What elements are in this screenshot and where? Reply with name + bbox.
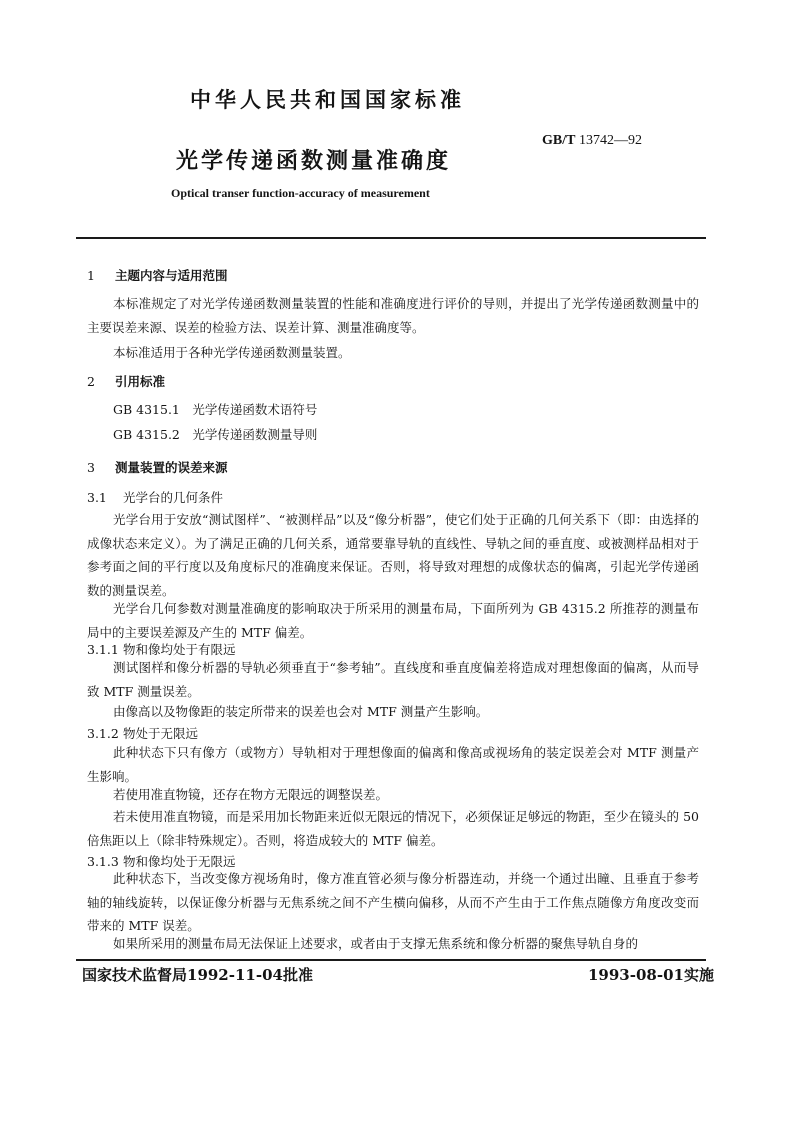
subsection-3-1-title: 光学台的几何条件 — [123, 490, 224, 505]
subsection-3-1-3-paragraph-1: 此种状态下，当改变像方视场角时，像方准直管必须与像分析器连动，并绕一个通过出瞳、且垂直于参考轴的轴线旋转，以保证像分析器与无焦系统之间不产生横向偏移，从而不产生由于工作焦点随像方角度改变而带来的 MTF 误差。 — [87, 871, 699, 933]
section-2-heading — [87, 372, 165, 390]
subsection-3-1-3-title: 物和像均处于无限远 — [123, 854, 236, 869]
subsection-3-1-heading — [87, 488, 223, 506]
footer-divider — [76, 959, 706, 961]
section-3-heading — [87, 458, 228, 476]
national-standard-heading: 中华人民共和国国家标准 — [190, 87, 465, 112]
section-3-number: 3 — [87, 460, 95, 475]
section-1-paragraph-1: 本标准规定了对光学传递函数测量装置的性能和准确度进行评价的导则，并提出了光学传递函数测量中的主要误差来源、误差的检验方法、误差计算、测量准确度等。 — [87, 296, 699, 335]
subsection-3-1-2-number: 3.1.2 — [87, 726, 119, 741]
section-1-heading — [87, 266, 228, 284]
approval-date: 国家技术监督局1992-11-04批准 — [82, 966, 313, 984]
section-1-number: 1 — [87, 268, 95, 283]
document-title-en: Optical transer function-accuracy of measurement — [171, 186, 430, 200]
subsection-3-1-3-number: 3.1.3 — [87, 854, 119, 869]
header-divider — [76, 237, 706, 239]
subsection-3-1-1-title: 物和像均处于有限远 — [123, 642, 236, 657]
document-title-cn: 光学传递函数测量准确度 — [176, 148, 452, 174]
standard-code-number: 13742—92 — [575, 133, 642, 148]
implementation-date: 1993-08-01实施 — [588, 966, 714, 984]
subsection-3-1-1-number: 3.1.1 — [87, 642, 119, 657]
subsection-3-1-1-paragraph-1: 测试图样和像分析器的导轨必须垂直于“参考轴”。直线度和垂直度偏差将造成对理想像面的偏离，从而导致 MTF 测量误差。 — [87, 660, 699, 699]
section-2-title: 引用标准 — [115, 374, 166, 389]
reference-1: GB 4315.1 光学传递函数术语符号 — [113, 402, 318, 417]
subsection-3-1-1-paragraph-2: 由像高以及物像距的装定所带来的误差也会对 MTF 测量产生影响。 — [113, 704, 489, 719]
subsection-3-1-paragraph-1: 光学台用于安放“测试图样”、“被测样品”以及“像分析器”，使它们处于正确的几何关系下（即：由选择的成像状态来定义）。为了满足正确的几何关系，通常要靠导轨的直线性、导轨之间的垂直度、或被测样品相对于参考面之间的平行度以及角度标尺的准确度来保证。否则，将导致对理想的成像状态的偏离，引起光学传递函数的测量误差。 — [87, 512, 699, 598]
standard-code-prefix: GB/T — [542, 133, 576, 148]
section-2-number: 2 — [87, 374, 95, 389]
subsection-3-1-2-paragraph-3: 若未使用准直物镜，而是采用加长物距来近似无限远的情况下，必须保证足够远的物距，至少在镜头的 50 倍焦距以上（除非特殊规定）。否则，将造成较大的 MTF 偏差。 — [87, 809, 699, 848]
subsection-3-1-3-paragraph-2: 如果所采用的测量布局无法保证上述要求，或者由于支撑无焦系统和像分析器的聚焦导轨自身的 — [113, 936, 639, 951]
subsection-3-1-2-title: 物处于无限远 — [123, 726, 199, 741]
subsection-3-1-2-heading — [87, 724, 198, 742]
section-3-title: 测量装置的误差来源 — [115, 460, 228, 475]
subsection-3-1-2-paragraph-1: 此种状态下只有像方（或物方）导轨相对于理想像面的偏离和像高或视场角的装定误差会对 MTF 测量产生影响。 — [87, 745, 699, 784]
subsection-3-1-2-paragraph-2: 若使用准直物镜，还存在物方无限远的调整误差。 — [113, 787, 389, 802]
subsection-3-1-number: 3.1 — [87, 490, 107, 505]
section-1-paragraph-2: 本标准适用于各种光学传递函数测量装置。 — [113, 345, 351, 360]
subsection-3-1-paragraph-2: 光学台几何参数对测量准确度的影响取决于所采用的测量布局，下面所列为 GB 4315.2 所推荐的测量布局中的主要误差源及产生的 MTF 偏差。 — [87, 601, 699, 640]
standard-code — [542, 133, 642, 149]
reference-2: GB 4315.2 光学传递函数测量导则 — [113, 427, 318, 442]
section-1-title: 主题内容与适用范围 — [115, 268, 228, 283]
